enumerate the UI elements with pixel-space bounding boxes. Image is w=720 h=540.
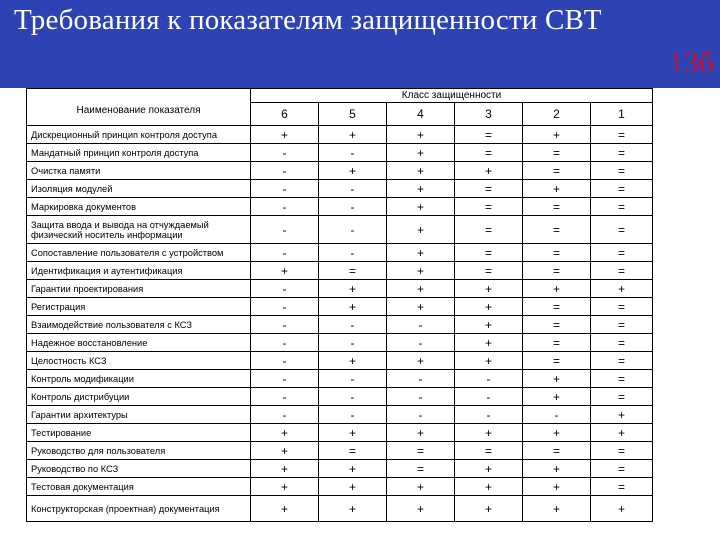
table-row — [27, 162, 653, 180]
requirement-cell: = — [591, 334, 653, 352]
requirement-cell: = — [591, 198, 653, 216]
requirement-cell: - — [319, 198, 387, 216]
requirement-cell: + — [387, 180, 455, 198]
requirement-cell: - — [387, 334, 455, 352]
indicator-name: Сопоставление пользователя с устройством — [27, 244, 251, 262]
requirement-cell: = — [455, 144, 523, 162]
class-number-header: 6 — [251, 103, 319, 126]
class-number-header: 3 — [455, 103, 523, 126]
requirement-cell: + — [387, 162, 455, 180]
requirement-cell: + — [387, 352, 455, 370]
requirement-cell: = — [591, 298, 653, 316]
requirement-cell: = — [387, 442, 455, 460]
requirement-cell: + — [251, 478, 319, 496]
table-row — [27, 334, 653, 352]
requirement-cell: - — [319, 370, 387, 388]
requirement-cell: + — [251, 442, 319, 460]
requirement-cell: = — [591, 244, 653, 262]
name-column-header — [27, 89, 251, 126]
requirement-cell: - — [455, 406, 523, 424]
requirement-cell: + — [455, 280, 523, 298]
indicator-name: Очистка памяти — [27, 162, 251, 180]
indicator-name: Мандатный принцип контроля доступа — [27, 144, 251, 162]
table-row — [27, 198, 653, 216]
requirement-cell: - — [251, 216, 319, 244]
requirement-cell: + — [591, 280, 653, 298]
requirement-cell: = — [523, 262, 591, 280]
indicator-name: Дискреционный принцип контроля доступа — [27, 126, 251, 144]
requirement-cell: = — [319, 262, 387, 280]
table-row — [27, 298, 653, 316]
requirement-cell: + — [455, 424, 523, 442]
table-row — [27, 280, 653, 298]
requirement-cell: = — [523, 334, 591, 352]
requirement-cell: = — [523, 442, 591, 460]
table-body — [27, 126, 653, 522]
requirement-cell: + — [523, 460, 591, 478]
requirement-cell: + — [319, 460, 387, 478]
requirement-cell: + — [319, 162, 387, 180]
table-row — [27, 460, 653, 478]
requirement-cell: - — [251, 280, 319, 298]
requirement-cell: = — [591, 388, 653, 406]
class-number-header: 4 — [387, 103, 455, 126]
requirement-cell: + — [591, 424, 653, 442]
requirement-cell: + — [455, 478, 523, 496]
requirement-cell: + — [387, 216, 455, 244]
indicator-name: Идентификация и аутентификация — [27, 262, 251, 280]
requirement-cell: = — [455, 442, 523, 460]
requirement-cell: - — [319, 244, 387, 262]
requirement-cell: - — [387, 370, 455, 388]
requirement-cell: + — [251, 424, 319, 442]
requirement-cell: - — [387, 388, 455, 406]
requirement-cell: + — [387, 244, 455, 262]
requirement-cell: = — [591, 180, 653, 198]
requirement-cell: + — [387, 262, 455, 280]
requirement-cell: + — [319, 280, 387, 298]
requirement-cell: - — [319, 334, 387, 352]
table-row — [27, 180, 653, 198]
requirement-cell: = — [455, 198, 523, 216]
requirement-cell: - — [251, 352, 319, 370]
requirement-cell: = — [523, 216, 591, 244]
requirement-cell: + — [523, 478, 591, 496]
requirement-cell: + — [455, 334, 523, 352]
table-row — [27, 244, 653, 262]
table-row — [27, 478, 653, 496]
requirement-cell: + — [387, 144, 455, 162]
name-header-label: Наименование показателя — [76, 104, 201, 116]
requirements-table — [26, 88, 653, 522]
requirement-cell: - — [251, 244, 319, 262]
indicator-name: Контроль дистрибуции — [27, 388, 251, 406]
requirement-cell: + — [251, 262, 319, 280]
requirement-cell: - — [251, 388, 319, 406]
requirement-cell: + — [455, 496, 523, 522]
table-row — [27, 352, 653, 370]
requirement-cell: + — [319, 352, 387, 370]
requirement-cell: - — [455, 370, 523, 388]
requirement-cell: - — [319, 180, 387, 198]
requirement-cell: + — [387, 298, 455, 316]
indicator-name: Целостность КСЗ — [27, 352, 251, 370]
table-row — [27, 496, 653, 522]
requirement-cell: = — [591, 262, 653, 280]
requirement-cell: - — [319, 144, 387, 162]
requirement-cell: + — [455, 316, 523, 334]
requirement-cell: = — [455, 244, 523, 262]
class-number-header: 2 — [523, 103, 591, 126]
requirement-cell: + — [455, 298, 523, 316]
requirement-cell: + — [319, 496, 387, 522]
requirement-cell: + — [319, 478, 387, 496]
requirement-cell: = — [319, 442, 387, 460]
table-row — [27, 126, 653, 144]
requirement-cell: = — [591, 370, 653, 388]
requirement-cell: + — [387, 126, 455, 144]
requirement-cell: + — [523, 126, 591, 144]
requirement-cell: - — [251, 144, 319, 162]
requirement-cell: - — [251, 406, 319, 424]
requirement-cell: + — [387, 424, 455, 442]
requirement-cell: + — [455, 460, 523, 478]
requirement-cell: - — [251, 316, 319, 334]
indicator-name: Взаимодействие пользователя с КСЗ — [27, 316, 251, 334]
requirement-cell: + — [591, 406, 653, 424]
requirement-cell: - — [455, 388, 523, 406]
requirement-cell: + — [319, 298, 387, 316]
requirement-cell: - — [319, 406, 387, 424]
title-bar — [0, 0, 720, 88]
requirement-cell: + — [251, 126, 319, 144]
table-row — [27, 144, 653, 162]
requirement-cell: - — [319, 316, 387, 334]
indicator-name: Надежное восстановление — [27, 334, 251, 352]
indicator-name: Регистрация — [27, 298, 251, 316]
requirement-cell: = — [455, 180, 523, 198]
requirement-cell: - — [251, 334, 319, 352]
requirement-cell: = — [591, 316, 653, 334]
indicator-name: Изоляция модулей — [27, 180, 251, 198]
requirement-cell: - — [251, 162, 319, 180]
indicator-name: Тестирование — [27, 424, 251, 442]
requirement-cell: + — [523, 280, 591, 298]
table-row — [27, 424, 653, 442]
requirement-cell: + — [319, 126, 387, 144]
table-row — [27, 216, 653, 244]
requirement-cell: = — [591, 216, 653, 244]
requirement-cell: = — [523, 144, 591, 162]
requirement-cell: + — [591, 496, 653, 522]
requirement-cell: = — [455, 126, 523, 144]
requirement-cell: - — [251, 198, 319, 216]
indicator-name: Гарантии проектирования — [27, 280, 251, 298]
requirement-cell: = — [591, 442, 653, 460]
indicator-name: Защита ввода и вывода на отчуждаемый физический носитель информации — [27, 216, 251, 244]
requirement-cell: = — [591, 352, 653, 370]
requirement-cell: + — [455, 162, 523, 180]
requirement-cell: + — [523, 424, 591, 442]
requirement-cell: + — [319, 424, 387, 442]
requirement-cell: + — [523, 180, 591, 198]
indicator-name: Контроль модификации — [27, 370, 251, 388]
requirement-cell: - — [319, 216, 387, 244]
requirement-cell: = — [523, 298, 591, 316]
requirement-cell: = — [591, 460, 653, 478]
requirement-cell: - — [251, 180, 319, 198]
indicator-name: Тестовая документация — [27, 478, 251, 496]
requirement-cell: = — [523, 316, 591, 334]
table-row — [27, 262, 653, 280]
page-number: 13б — [668, 46, 714, 79]
class-number-header: 5 — [319, 103, 387, 126]
requirement-cell: - — [523, 406, 591, 424]
requirement-cell: + — [387, 198, 455, 216]
indicator-name: Руководство для пользователя — [27, 442, 251, 460]
requirement-cell: = — [455, 262, 523, 280]
table-row — [27, 406, 653, 424]
requirement-cell: = — [591, 478, 653, 496]
table-row — [27, 316, 653, 334]
requirement-cell: - — [319, 388, 387, 406]
requirement-cell: - — [251, 298, 319, 316]
indicator-name: Маркировка документов — [27, 198, 251, 216]
requirement-cell: = — [591, 162, 653, 180]
requirement-cell: - — [387, 316, 455, 334]
requirement-cell: - — [251, 370, 319, 388]
requirement-cell: + — [387, 280, 455, 298]
requirement-cell: + — [251, 460, 319, 478]
requirement-cell: + — [523, 388, 591, 406]
requirement-cell: = — [523, 162, 591, 180]
indicator-name: Гарантии архитектуры — [27, 406, 251, 424]
class-number-header: 1 — [591, 103, 653, 126]
requirement-cell: + — [455, 352, 523, 370]
requirement-cell: = — [387, 460, 455, 478]
requirement-cell: = — [523, 198, 591, 216]
requirement-cell: = — [523, 352, 591, 370]
requirement-cell: = — [455, 216, 523, 244]
table-row — [27, 442, 653, 460]
requirement-cell: + — [251, 496, 319, 522]
slide-title: Требования к показателям защищенности СВТ — [14, 4, 602, 36]
requirement-cell: + — [523, 496, 591, 522]
table-row — [27, 388, 653, 406]
requirement-cell: + — [387, 496, 455, 522]
requirement-cell: + — [387, 478, 455, 496]
requirement-cell: = — [591, 126, 653, 144]
indicator-name: Конструкторская (проектная) документация — [27, 496, 251, 522]
requirement-cell: + — [523, 370, 591, 388]
requirement-cell: = — [523, 244, 591, 262]
requirement-cell: - — [387, 406, 455, 424]
table-row — [27, 370, 653, 388]
requirement-cell: = — [591, 144, 653, 162]
indicator-name: Руководство по КСЗ — [27, 460, 251, 478]
class-header: Класс защищенности — [251, 89, 653, 103]
